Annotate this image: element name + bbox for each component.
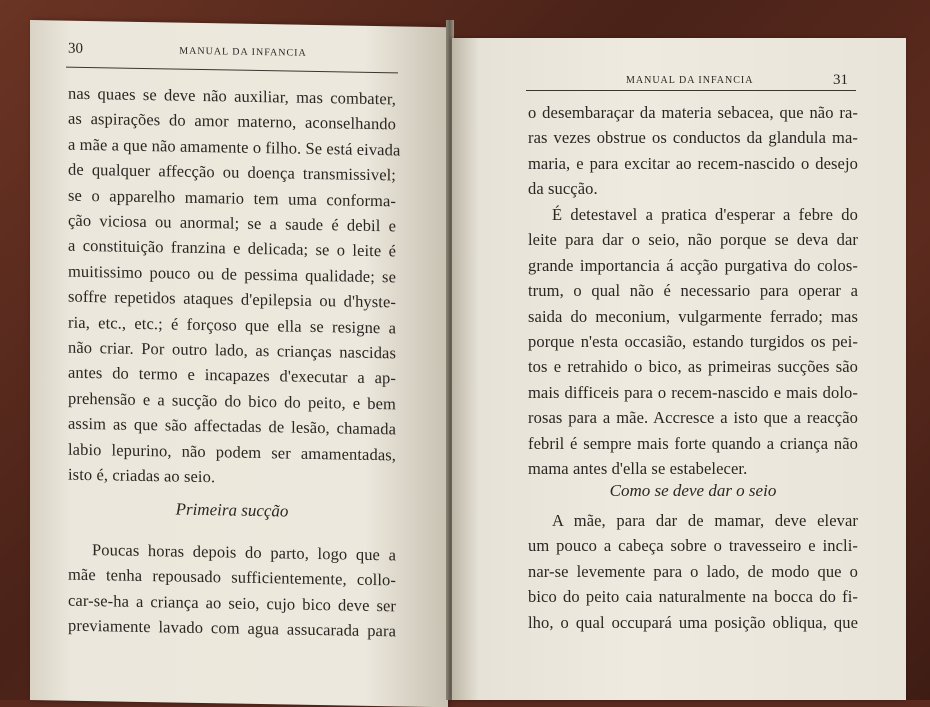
left-page-number: 30 <box>68 40 83 57</box>
right-page <box>452 38 906 700</box>
text-line: nar-se levemente para o lado, de modo que o <box>528 561 858 581</box>
text-line: não criar. Por outro lado, as crianças nascidas <box>68 337 396 363</box>
text-line: trum, o qual não é necessario para operar a <box>528 281 858 301</box>
right-paragraph-1 <box>528 100 858 202</box>
text-line: ção viciosa ou anormal; se a saude é debil e <box>68 210 396 236</box>
left-page-header <box>68 40 408 69</box>
text-line: rosas para a mãe. Accresce a isto que a reacção <box>528 408 858 428</box>
text-line: saida do meconium, vulgarmente ferrado; mas <box>528 306 858 326</box>
right-page-header <box>526 74 848 94</box>
left-page <box>30 20 448 707</box>
right-page-number: 31 <box>833 72 848 88</box>
text-line: mãe tenha repousado sufficientemente, collo- <box>68 565 396 590</box>
text-line: nas quaes se deve não auxiliar, mas combater, <box>68 83 396 109</box>
text-line: as aspirações do amor materno, aconselhando <box>68 109 396 134</box>
text-line: a mãe a que não amamente o filho. Se está eivada <box>68 134 401 160</box>
left-paragraph-2 <box>68 537 396 644</box>
text-line: bico do peito caia naturalmente na bocca do fi- <box>528 587 858 607</box>
text-line: se o apparelho mamario tem uma conforma- <box>68 185 396 211</box>
text-line: um pouco a cabeça sobre o travesseiro e incli- <box>528 536 858 556</box>
left-section-title: Primeira sucção <box>175 499 289 521</box>
text-line: soffre repetidos ataques d'epilepsia ou d'hyste- <box>68 286 396 312</box>
text-line: febril é sempre mais forte quando a criança não <box>528 433 858 453</box>
text-line: a constituição franzina e delicada; se o leite é <box>68 236 396 261</box>
text-line: car-se-ha a criança ao seio, cujo bico deve ser <box>68 590 396 616</box>
text-line: maria, e para excitar ao recem-nascido o desejo <box>528 153 858 173</box>
text-line: isto é, criadas ao seio. <box>68 464 216 487</box>
right-header-rule <box>526 90 856 91</box>
left-paragraph-1 <box>68 81 401 493</box>
text-line: leite para dar o seio, não porque se deva dar <box>528 230 858 250</box>
text-line: É detestavel a pratica d'esperar a febre do <box>552 205 858 224</box>
text-line: o desembaraçar da materia sebacea, que não ra- <box>528 103 858 122</box>
text-line: porque n'esta occasião, estando turgidos os pei- <box>528 332 858 352</box>
text-line: da sucção. <box>528 179 598 199</box>
right-paragraph-2 <box>528 202 858 481</box>
text-line: lho, o qual occupará uma posição obliqua, que <box>528 612 858 632</box>
text-line: mama antes d'ella se estabelecer. <box>528 459 748 479</box>
text-line: assim as que são affectadas de lesão, chamada <box>68 413 396 439</box>
text-line: antes do termo e incapazes d'executar a ap- <box>68 363 396 388</box>
text-line: A mãe, para dar de mamar, deve elevar <box>552 511 858 530</box>
text-line: tos e retrahido o bico, as primeiras sucções são <box>528 357 858 377</box>
text-line: prehensão e a sucção do bico do peito, e bem <box>68 388 396 414</box>
text-line: ras vezes obstrue os conductos da glandula ma- <box>528 128 858 148</box>
text-line: de qualquer affecção ou doença transmissivel; <box>68 159 396 185</box>
right-running-head: MANUAL DA INFANCIA <box>626 75 754 86</box>
text-line: muitissimo pouco ou de pessima qualidade; se <box>68 261 396 287</box>
left-header-rule <box>66 67 398 74</box>
text-line: ria, etc., etc.; é forçoso que ella se resigne a <box>68 312 396 338</box>
text-line: Poucas horas depois do parto, logo que a <box>92 540 396 565</box>
right-section-title: Como se deve dar o seio <box>609 481 777 500</box>
text-line: mais difficeis para o recem-nascido e mais dolo- <box>528 382 858 402</box>
right-paragraph-3 <box>528 508 858 635</box>
text-line: labio lepurino, não podem ser amamentadas, <box>68 439 396 465</box>
text-line: previamente lavado com agua assucarada para <box>68 615 396 641</box>
left-running-head: MANUAL DA INFANCIA <box>179 45 307 59</box>
text-line: grande importancia á acção purgativa do colos- <box>528 255 858 275</box>
